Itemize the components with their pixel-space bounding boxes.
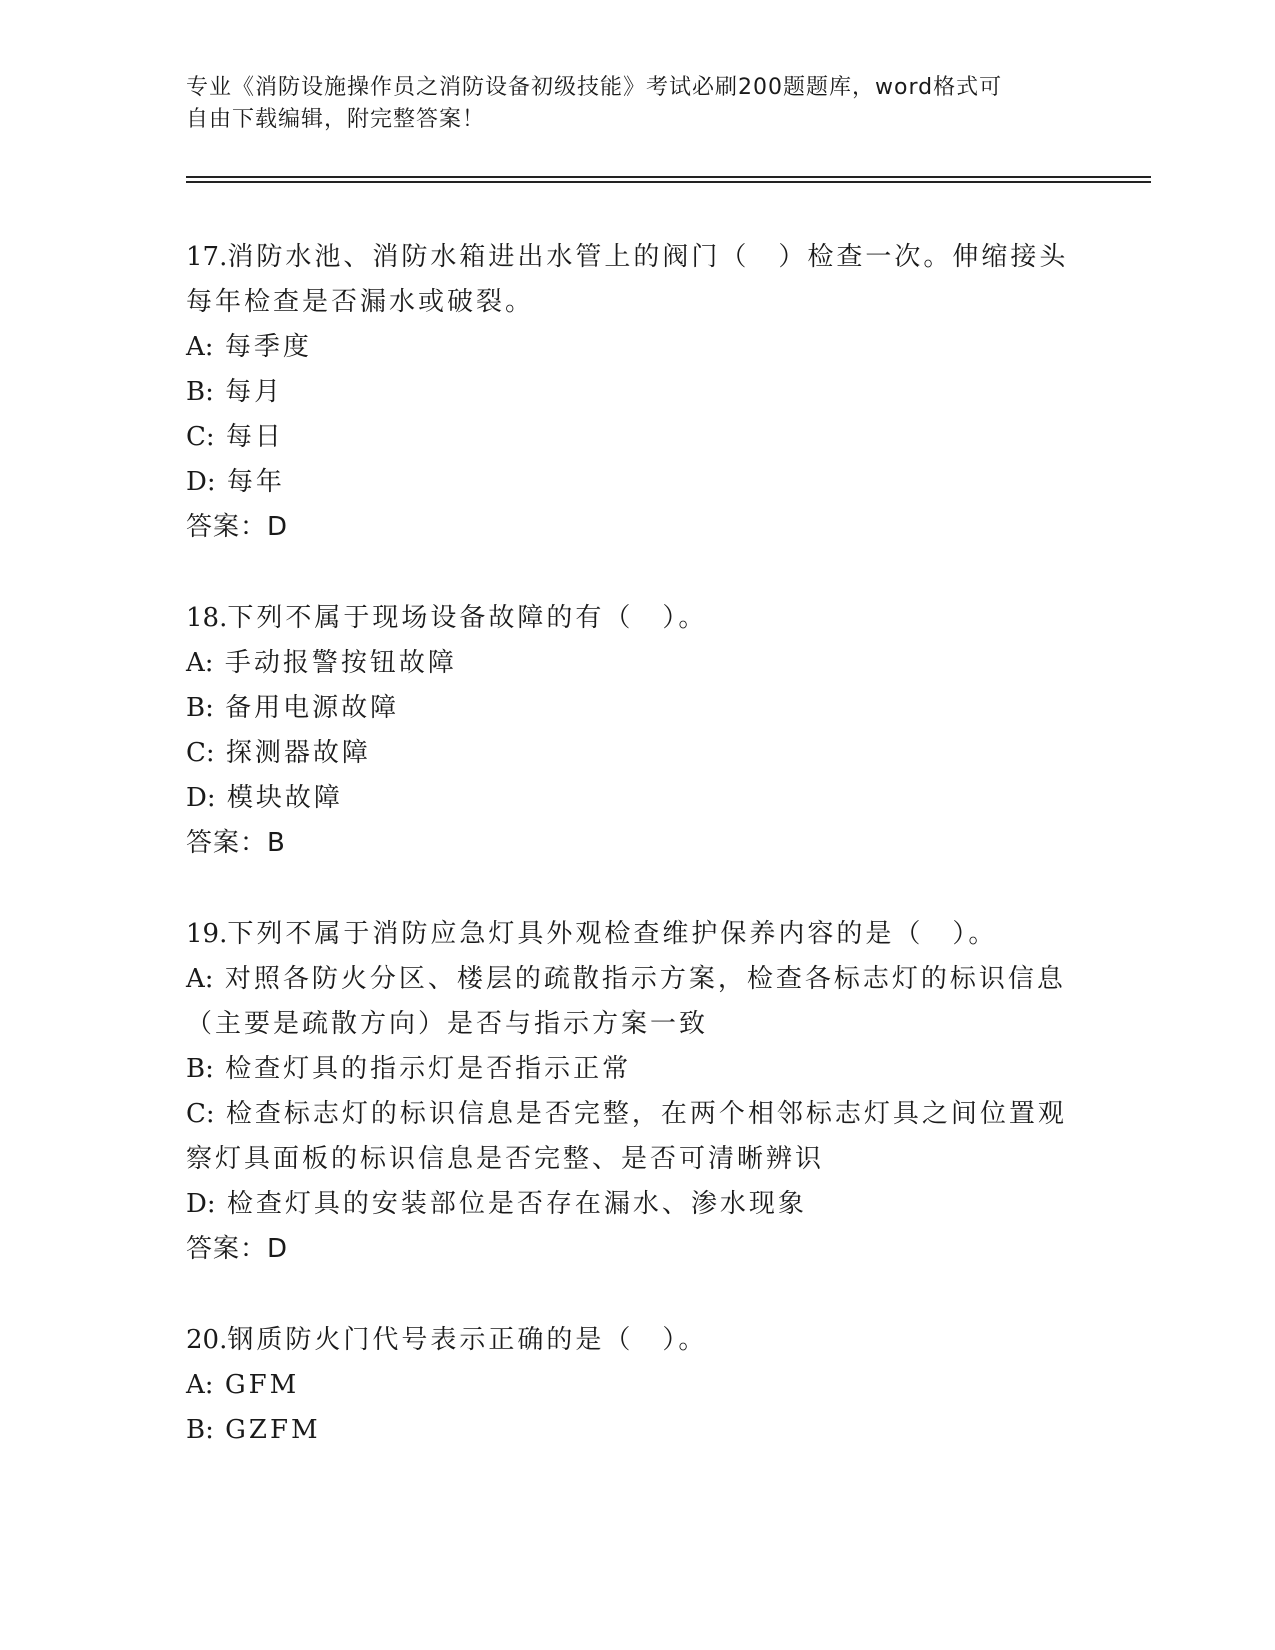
option-d	[186, 460, 1086, 505]
option-text: 手动报警按钮故障	[224, 648, 457, 678]
option-b	[186, 1408, 1086, 1453]
option-text: 每日	[225, 422, 284, 452]
question-number: 18.	[186, 603, 228, 633]
option-letter: D:	[186, 467, 216, 497]
option-text: 检查标志灯的标识信息是否完整，在两个相邻标志灯具之间位置观察灯具面板的标识信息是否完整、是否可清晰辨识	[186, 1099, 1067, 1174]
option-text: 模块故障	[226, 783, 343, 813]
option-letter: B:	[186, 693, 214, 723]
option-c	[186, 731, 1086, 776]
header-line-2: 自由下载编辑，附完整答案！	[186, 107, 486, 132]
option-text: 每月	[225, 377, 284, 407]
header-divider-bottom	[186, 181, 1151, 183]
question-list	[186, 235, 1086, 1499]
option-text: GFM	[224, 1370, 300, 1400]
question-text: 下列不属于消防应急灯具外观检查维护保养内容的是（ ）。	[227, 919, 998, 949]
option-text: 检查灯具的安装部位是否存在漏水、渗水现象	[226, 1189, 807, 1219]
option-letter: C:	[186, 738, 215, 768]
option-c	[186, 1092, 1086, 1182]
question-number: 20.	[186, 1325, 228, 1355]
question-19	[186, 912, 1086, 1272]
option-letter: A:	[186, 648, 214, 678]
option-a	[186, 325, 1086, 370]
option-a	[186, 957, 1086, 1047]
question-text: 钢质防火门代号表示正确的是（ ）。	[227, 1325, 708, 1355]
option-text: 每年	[226, 467, 285, 497]
option-letter: D:	[186, 1189, 216, 1219]
option-letter: A:	[186, 964, 214, 994]
question-text: 消防水池、消防水箱进出水管上的阀门（ ）检查一次。伸缩接头每年检查是否漏水或破裂。	[186, 242, 1069, 317]
question-stem	[186, 596, 1086, 641]
question-17	[186, 235, 1086, 550]
option-b	[186, 686, 1086, 731]
option-c	[186, 415, 1086, 460]
option-b	[186, 370, 1086, 415]
question-stem	[186, 912, 1086, 957]
question-20	[186, 1318, 1086, 1453]
option-a	[186, 641, 1086, 686]
answer-line: 答案：B	[186, 828, 286, 858]
document-header	[186, 72, 1066, 136]
question-text: 下列不属于现场设备故障的有（ ）。	[227, 603, 708, 633]
option-d	[186, 1182, 1086, 1227]
option-b	[186, 1047, 1086, 1092]
option-letter: A:	[186, 1370, 214, 1400]
option-text: 探测器故障	[225, 738, 371, 768]
option-letter: C:	[186, 422, 215, 452]
option-a	[186, 1363, 1086, 1408]
option-letter: D:	[186, 783, 216, 813]
option-letter: A:	[186, 332, 214, 362]
option-letter: B:	[186, 1415, 214, 1445]
question-number: 19.	[186, 919, 228, 949]
option-letter: B:	[186, 1054, 214, 1084]
question-stem	[186, 1318, 1086, 1363]
question-stem	[186, 235, 1086, 325]
answer-line: 答案：D	[186, 1234, 289, 1264]
option-text: 对照各防火分区、楼层的疏散指示方案，检查各标志灯的标识信息（主要是疏散方向）是否与指示方案一致	[186, 964, 1066, 1039]
question-number: 17.	[186, 242, 228, 272]
option-text: 备用电源故障	[225, 693, 400, 723]
question-18	[186, 596, 1086, 866]
option-text: 检查灯具的指示灯是否指示正常	[225, 1054, 632, 1084]
option-letter: C:	[186, 1099, 215, 1129]
option-d	[186, 776, 1086, 821]
option-text: GZFM	[225, 1415, 321, 1445]
option-letter: B:	[186, 377, 214, 407]
header-divider-top	[186, 176, 1151, 178]
option-text: 每季度	[224, 332, 312, 362]
answer-line: 答案：D	[186, 512, 289, 542]
header-line-1: 专业《消防设施操作员之消防设备初级技能》考试必刷200题题库，word格式可	[186, 75, 1003, 100]
